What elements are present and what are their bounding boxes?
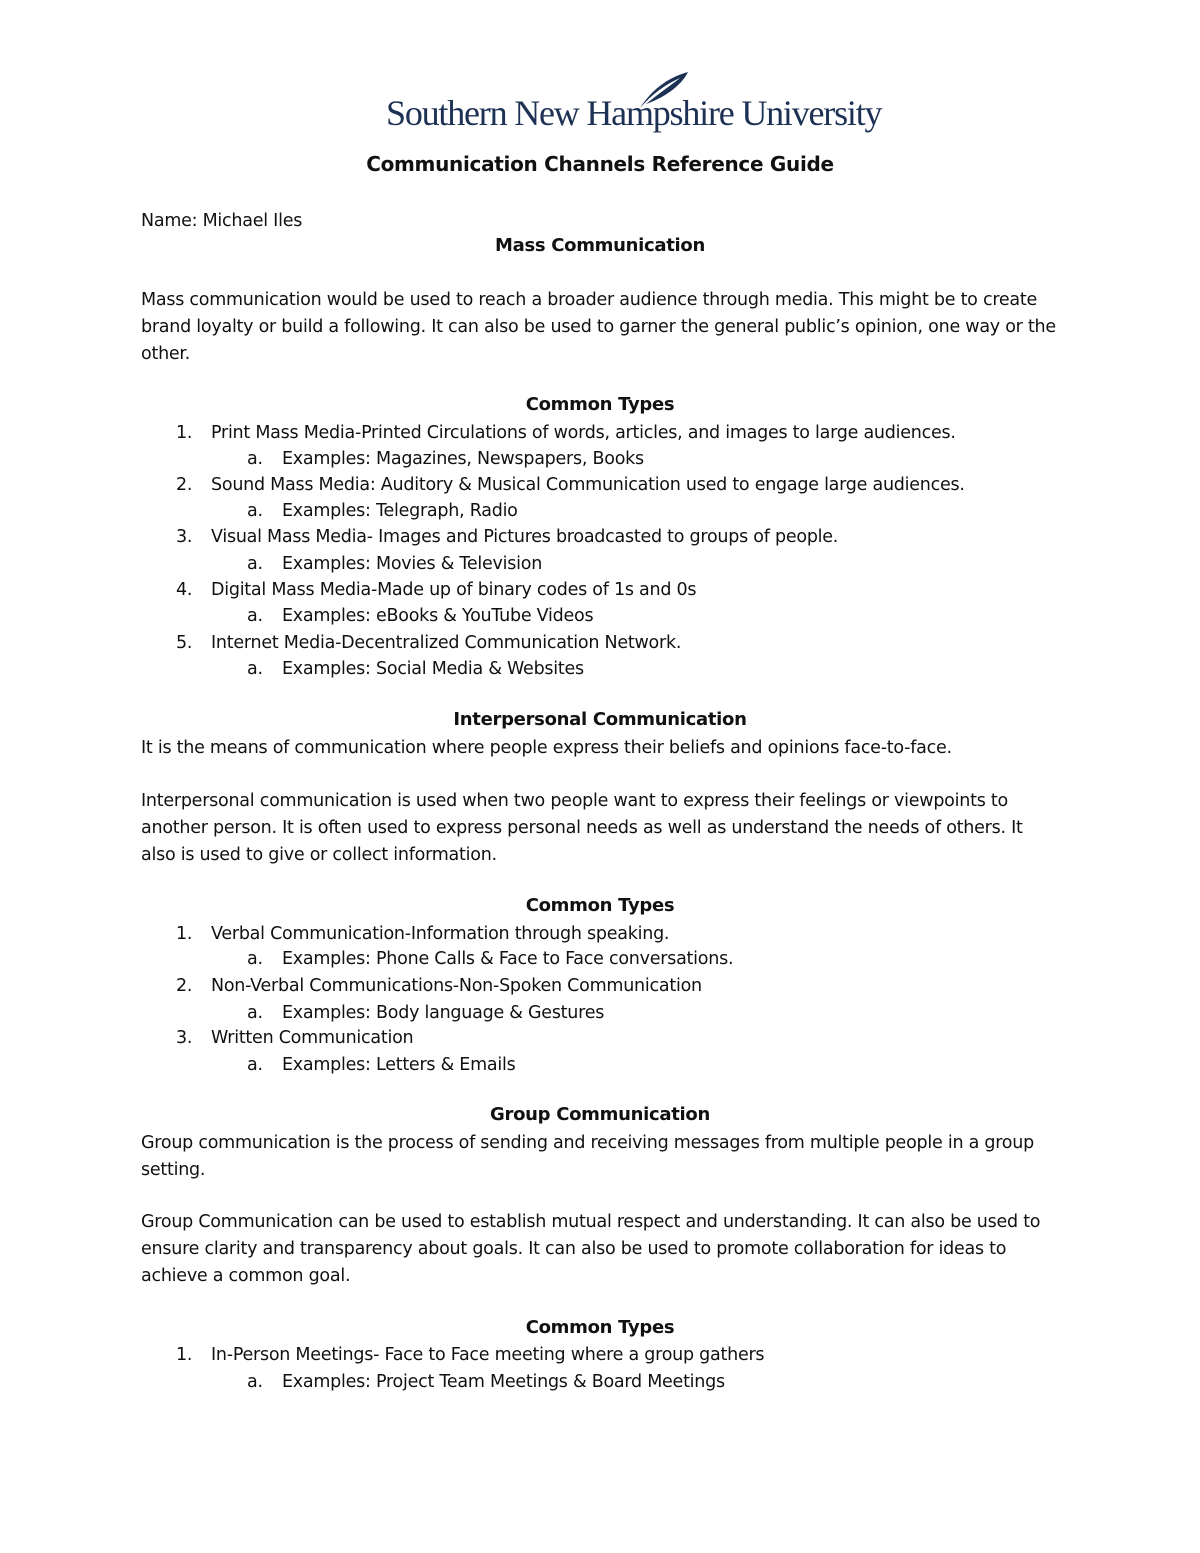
university-logo <box>386 70 882 138</box>
sub-label: a. <box>247 1055 263 1075</box>
list-number: 5. <box>176 633 193 653</box>
name-line: Name: Michael Iles <box>141 211 303 231</box>
group-types-heading: Common Types <box>525 1317 675 1338</box>
list-text: Non-Verbal Communications-Non-Spoken Communication <box>211 976 702 996</box>
list-text: Internet Media-Decentralized Communication Network. <box>211 633 682 653</box>
list-number: 1. <box>176 924 193 944</box>
logo-wordmark: Southern New Hampshire University <box>386 93 882 133</box>
list-text: Verbal Communication-Information through speaking. <box>211 924 670 944</box>
sub-text: Examples: eBooks & YouTube Videos <box>282 606 594 626</box>
sub-text: Examples: Body language & Gestures <box>282 1003 605 1023</box>
document-title: Communication Channels Reference Guide <box>366 152 834 176</box>
interpersonal-definition: It is the means of communication where people express their beliefs and opinions face-to-face. <box>141 738 952 758</box>
group-paragraph: Group Communication can be used to establish mutual respect and understanding. It can also be used to ensure clarity and transparency about goals. It can also be used to promote collaboration for ideas to achieve a common goal. <box>141 1212 1041 1286</box>
list-number: 1. <box>176 423 193 443</box>
interpersonal-paragraph: Interpersonal communication is used when two people want to express their feelings or viewpoints to another person. It is often used to express personal needs as well as understand the needs of others. It also is used to give or collect information. <box>141 791 1023 865</box>
section-heading-interpersonal: Interpersonal Communication <box>453 709 747 730</box>
list-number: 2. <box>176 475 193 495</box>
mass-paragraph: Mass communication would be used to reach a broader audience through media. This might be to create brand loyalty or build a following. It can also be used to garner the general public’s opinion, one way or the other. <box>141 290 1056 364</box>
sub-text: Examples: Letters & Emails <box>282 1055 516 1075</box>
sub-label: a. <box>247 501 263 521</box>
list-number: 1. <box>176 1345 193 1365</box>
section-heading-mass: Mass Communication <box>494 235 705 256</box>
list-text: Sound Mass Media: Auditory & Musical Communication used to engage large audiences. <box>211 475 965 495</box>
list-text: Visual Mass Media- Images and Pictures broadcasted to groups of people. <box>211 527 839 547</box>
sub-label: a. <box>247 1003 263 1023</box>
sub-label: a. <box>247 606 263 626</box>
interpersonal-types-heading: Common Types <box>525 895 675 916</box>
sub-text: Examples: Project Team Meetings & Board Meetings <box>282 1372 725 1392</box>
sub-label: a. <box>247 659 263 679</box>
list-number: 3. <box>176 1028 193 1048</box>
group-definition: Group communication is the process of sending and receiving messages from multiple people in a group setting. <box>141 1133 1034 1180</box>
list-text: Print Mass Media-Printed Circulations of words, articles, and images to large audiences. <box>211 423 956 443</box>
mass-types-heading: Common Types <box>525 394 675 415</box>
list-number: 2. <box>176 976 193 996</box>
list-number: 4. <box>176 580 193 600</box>
list-number: 3. <box>176 527 193 547</box>
sub-text: Examples: Magazines, Newspapers, Books <box>282 449 644 469</box>
sub-label: a. <box>247 949 263 969</box>
list-text: Written Communication <box>211 1028 414 1048</box>
sub-text: Examples: Telegraph, Radio <box>282 501 518 521</box>
sub-label: a. <box>247 1372 263 1392</box>
sub-label: a. <box>247 554 263 574</box>
list-text: Digital Mass Media-Made up of binary codes of 1s and 0s <box>211 580 697 600</box>
sub-text: Examples: Movies & Television <box>282 554 543 574</box>
sub-text: Examples: Social Media & Websites <box>282 659 584 679</box>
section-heading-group: Group Communication <box>490 1104 710 1125</box>
sub-text: Examples: Phone Calls & Face to Face conversations. <box>282 949 734 969</box>
sub-label: a. <box>247 449 263 469</box>
list-text: In-Person Meetings- Face to Face meeting where a group gathers <box>211 1345 765 1365</box>
